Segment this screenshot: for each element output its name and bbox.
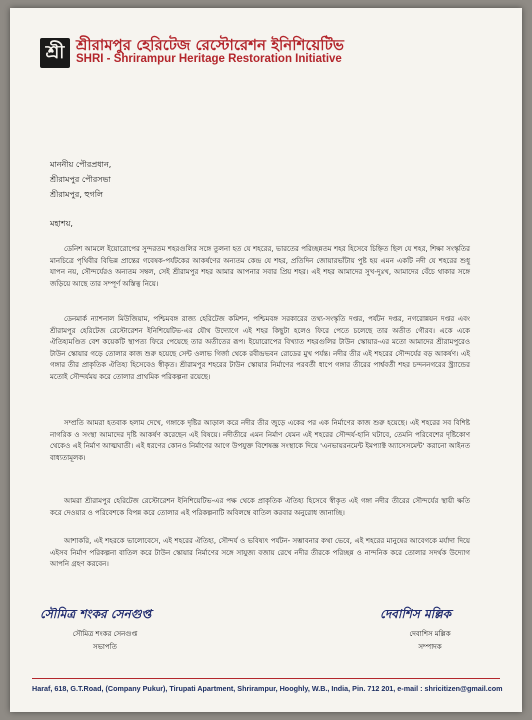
secretary-name: দেবাশিস মল্লিক: [409, 630, 451, 638]
signature-secretary: দেবাশিস মল্লিক: [380, 607, 451, 621]
org-name-english: SHRI - Shrirampur Heritage Restoration Initiative: [76, 53, 342, 65]
recipient-line-1: মাননীয় পৌরপ্রধান,: [50, 160, 112, 169]
recipient-line-2: শ্রীরামপুর পৌরসভা: [50, 175, 111, 184]
footer-address: Haraf, 618, G.T.Road, (Company Pukur), Tirupati Apartment, Shrirampur, Hooghly, W.B., India, Pin. 712 201, e-mail : shricitizen@gmail.com: [32, 684, 503, 693]
salutation: মহাশয়,: [50, 219, 73, 228]
letter-sheet: [10, 8, 522, 712]
body-paragraph-2: ডেনমার্ক ন্যাশনাল মিউজিয়াম, পশ্চিমবঙ্গ রাজ্য হেরিটেজ কমিশন, পশ্চিমবঙ্গ সরকারের তথ্য-সংস্কৃতি দপ্তর, পর্যটন দপ্তর, নগরোন্নয়ন দপ্তর এবং শ্রীরামপুর হেরিটেজ রেস্টোরেশন ইনিশিয়েটিভ-এর যৌথ উদ্যোগে এই শহর কিছুটা হলেও ফিরে পেতে চলেছে তার অতীত গৌরব। একে একে ঐতিহ্যমণ্ডিত বেশ কয়েকটি স্থাপত্য ফিরে পেয়েছে তার অতীতের রূপ। ইয়োরোপের বিখ্যাত শহরগুলির টাউন স্কোয়ার-এর মতো আমাদের শ্রীরামপুরেও টাউন স্কোয়ার গড়ে তোলার কাজ শুরু হয়েছে সেন্ট ওলাভ গির্জা থেকে রবীন্দ্রভবন রোডের মুখ পর্যন্ত। নদীর তীর এই শহরের সৌন্দর্যের বড় আকর্ষণ। এই গঙ্গার তীর প্রাকৃতিক ঐতিহ্য হিসেবেও স্বীকৃত। শ্রীরামপুর শহরের টাউন স্কোয়ার নির্মাণের পরবর্তী ধাপে গঙ্গার তীরের পার্শ্ববর্তী শহর চন্দননগরের স্ট্র্যান্ডের মতোই সৌন্দর্যময় করে তোলার প্রাথমিক পরিকল্পনা রয়েছে।: [50, 315, 470, 381]
footer-divider: [32, 678, 500, 679]
secretary-title: সম্পাদক: [418, 643, 442, 651]
president-title: সভাপতি: [93, 643, 117, 651]
org-logo: শ্রী: [40, 38, 70, 68]
recipient-line-3: শ্রীরামপুর, হুগলি: [50, 190, 104, 199]
body-paragraph-1: ডেনিশ আমলে ইয়োরোপের সুন্দরতম শহরগুলির সঙ্গে তুলনা হত যে শহরের, ভারতের পরিচ্ছন্নতম শহর হিসেবে চিহ্নিত ছিল যে শহর, শিক্ষা সংস্কৃতির মানচিত্রে পৃথিবীর বিভিন্ন প্রান্তের গবেষক-পর্যটকের আকর্ষণের অন্যতম কেন্দ্র যে শহর, প্রতিদিন জোয়ারভাঁটায় পুষ্ট হয় এমন একটি নদী যে শহরের শুধু যাপন নয়, সৌন্দর্যেরও অন্যতম সম্বল, সেই শ্রীরামপুর শহর আমার আপনার সবার প্রিয় শহর। এই শহর আমাদের সুখ-দুঃখ, আমাদের বেঁচে থাকার সঙ্গে জড়িয়ে আছে তার সম্পূর্ণ অস্তিত্ব নিয়ে।: [50, 245, 470, 288]
body-paragraph-4: আমরা শ্রীরামপুর হেরিটেজ রেস্টোরেশন ইনিশিয়েটিভ-এর পক্ষ থেকে প্রাকৃতিক ঐতিহ্য হিসেবে স্বীকৃত এই গঙ্গা নদীর তীরের সৌন্দর্যের স্থায়ী ক্ষতি করে দেওয়ার ও পরিবেশকে বিপন্ন করে তোলার এই পরিকল্পনাটি অবিলম্বে বাতিল করবার অনুরোধ জানাচ্ছি।: [50, 497, 470, 517]
body-paragraph-3: সম্প্রতি আমরা হতবাক হলাম দেখে, গঙ্গাকে দৃষ্টির আড়াল করে নদীর তীর জুড়ে একের পর এক নির্মাণের কাজ শুরু হয়েছে। এই শহরের সব বিশিষ্ট নাগরিক ও সংস্থা আমাদের দৃষ্টি আকর্ষণ করেছেন এই বিষয়ে। নদীতীরে এমন নির্মাণ যেমন এই শহরের সৌন্দর্য-হানি ঘটাবে, তেমনি পরিবেশের দৃষ্টিকোণ থেকেও এই নির্মাণ আত্মঘাতী। এই ধরণের কোনও নির্মাণের আগে উপযুক্ত বিশেষজ্ঞ সংস্থাকে দিয়ে 'এনভায়রনমেন্ট ইমপ্যাক্ট অ্যাসেসমেন্ট' করানো আইনত বাধ্যতামূলক।: [50, 419, 470, 462]
signature-president: সৌমিত্র শংকর সেনগুপ্ত: [40, 607, 152, 621]
body-paragraph-5: আশাকরি, এই শহরকে ভালোবেসে, এই শহরের ঐতিহ্য, সৌন্দর্য ও ভবিষ্যৎ পর্যটন- সম্ভাবনার কথা ভেবে, এই শহরের মানুষের আবেগকে মর্যাদা দিয়ে এইসব নির্মাণ পরিকল্পনা বাতিল করে টাউন স্কোয়ার নির্মাণের সঙ্গে সাযুজ্য বজায় রেখে নদীর তীরকে পরিচ্ছন্ন ও নান্দনিক করে তোলার সদর্থক উদ্যোগ আপনি গ্রহণ করবেন।: [50, 537, 470, 568]
org-name-bengali: শ্রীরামপুর হেরিটেজ রেস্টোরেশন ইনিশিয়েটিভ: [76, 36, 344, 54]
president-name: সৌমিত্র শংকর সেনগুপ্ত: [72, 630, 138, 638]
